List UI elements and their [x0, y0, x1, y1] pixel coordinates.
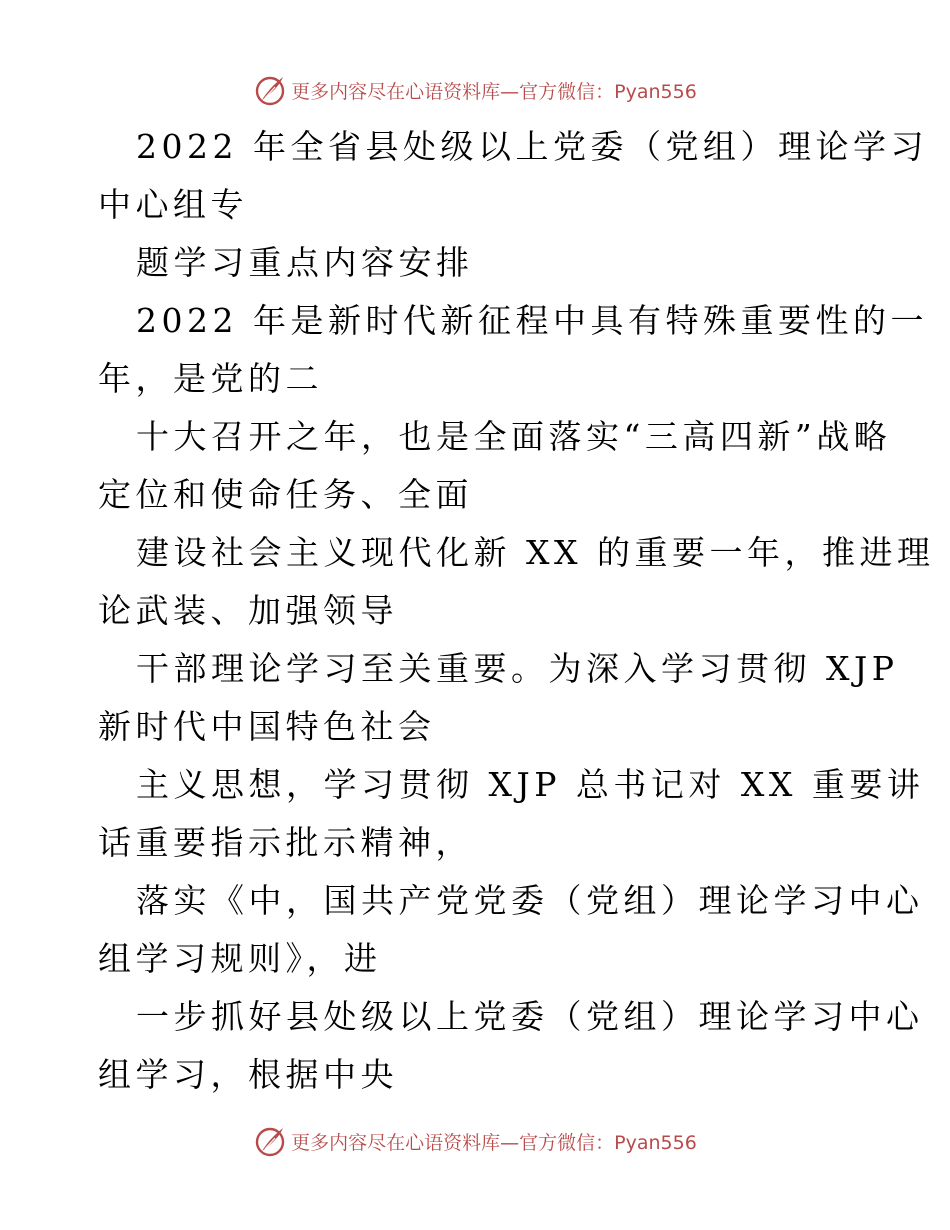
doc-line: 2022 年全省县处级以上党委（党组）理论学习 [136, 127, 928, 166]
doc-line: 题学习重点内容安排 [136, 243, 474, 282]
document-body [98, 118, 935, 1104]
doc-line: 年，是党的二 [98, 359, 323, 398]
doc-line: 落实《中，国共产党党委（党组）理论学习中心 [136, 881, 924, 920]
doc-line: 主义思想，学习贯彻 XJP 总书记对 XX 重要讲 [136, 765, 925, 804]
doc-line: 干部理论学习至关重要。为深入学习贯彻 XJP [136, 649, 899, 688]
doc-line: 论武装、加强领导 [98, 591, 398, 630]
doc-line: 定位和使命任务、全面 [98, 475, 473, 514]
doc-line: 2022 年是新时代新征程中具有特殊重要性的一 [136, 301, 928, 340]
feather-seal-icon [253, 73, 287, 107]
doc-line: 建设社会主义现代化新 XX 的重要一年，推进理 [136, 533, 935, 572]
doc-line: 组学习规则》，进 [98, 939, 382, 978]
doc-line: 中心组专 [98, 185, 248, 224]
doc-line: 新时代中国特色社会 [98, 707, 436, 746]
header-banner [0, 70, 950, 110]
feather-seal-icon [253, 1124, 287, 1158]
header-banner-text: 更多内容尽在心语资料库—官方微信：Pyan556 [291, 80, 697, 103]
doc-line: 组学习，根据中央 [98, 1055, 398, 1094]
doc-line: 十大召开之年，也是全面落实“三高四新”战略 [136, 417, 892, 456]
footer-banner-text: 更多内容尽在心语资料库—官方微信：Pyan556 [291, 1131, 697, 1154]
doc-line: 话重要指示批示精神， [98, 823, 473, 862]
doc-line: 一步抓好县处级以上党委（党组）理论学习中心 [136, 997, 924, 1036]
footer-banner [0, 1121, 950, 1161]
